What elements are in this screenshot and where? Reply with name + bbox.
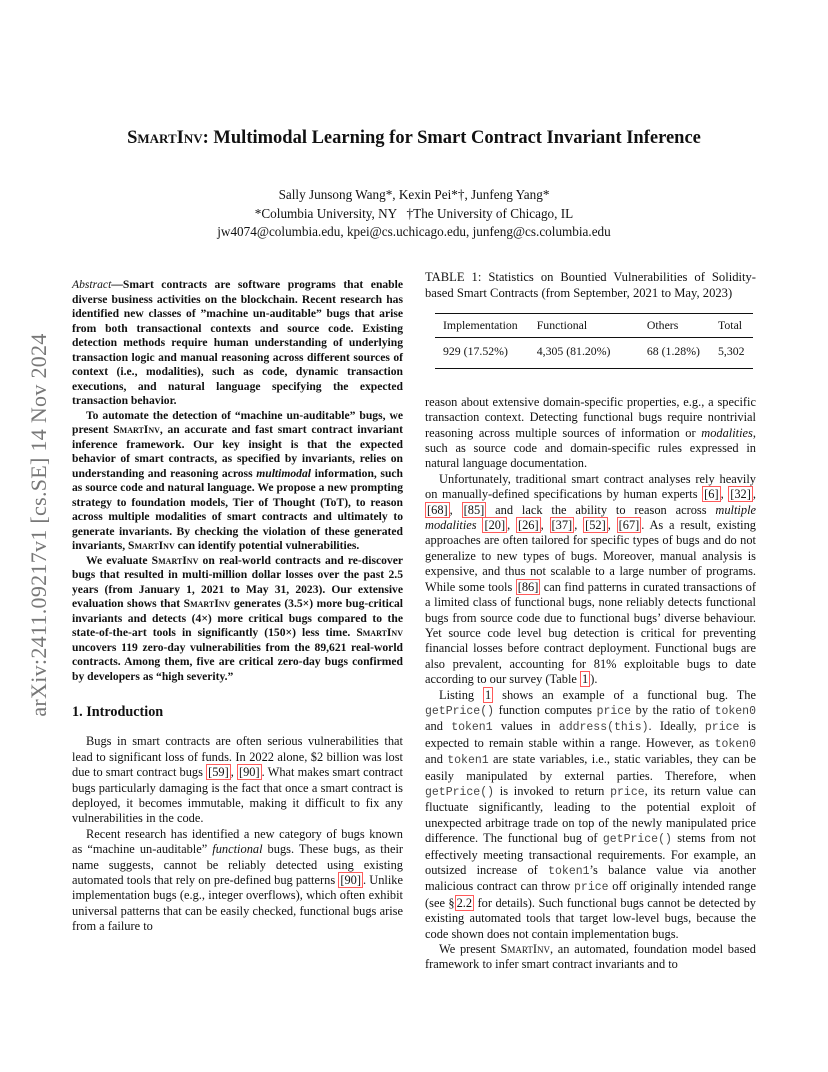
code-token1: token1 (451, 721, 493, 735)
body-text: . As a result, existing approaches are often tailored for specific types of bugs and do not generalize to new types of bugs. Moreover, manual analysis is expensive, and thus not scalable to a large number of programs. While some tools (425, 518, 756, 594)
code-price: price (596, 704, 632, 718)
intro-text: Recent research has identified a new category of bugs known as “machine un-auditable” (72, 826, 403, 857)
author-emails[interactable]: jw4074@columbia.edu, kpei@cs.uchicago.edu, junfeng@cs.columbia.edu (217, 224, 611, 239)
body-text: shows an example of a functional bug. The (493, 687, 756, 702)
body-text: and (425, 752, 448, 767)
citation-link[interactable]: [68] (427, 502, 448, 517)
table-header-cell: Others (625, 314, 714, 338)
citation-link[interactable]: [6] (704, 487, 719, 502)
right-column-body (425, 395, 756, 973)
table-cell: 4,305 (81.20%) (533, 338, 625, 368)
code-getprice: getPrice() (425, 785, 495, 799)
code-price: price (704, 721, 740, 735)
title-system-name: SmartInv (127, 128, 203, 148)
table-cell: 929 (17.52%) (435, 338, 533, 368)
citation-link[interactable]: [32] (730, 487, 751, 502)
abstract-text: can identify potential vulnerabilities. (174, 539, 360, 552)
section-heading-introduction: 1. Introduction (72, 704, 164, 720)
intro-paragraph-1: Bugs in smart contracts are often serious vulnerabilities that lead to significant loss of funds. In 2022 alone, $2 billion was lost due to smart contract bugs [59] , [90] . What makes smart contract bugs particularly damaging is the fact that once a smart contract is deployed, it becomes immutable, making it difficult to fix any vulnerabilities in the code. (72, 734, 403, 826)
citation-link[interactable]: [59] (208, 765, 229, 780)
table-header-cell: Implementation (435, 314, 533, 338)
citation-link[interactable]: [86] (517, 579, 539, 594)
code-getprice: getPrice() (425, 704, 495, 718)
listing-reference-link[interactable]: 1 (485, 687, 492, 702)
citation-link[interactable]: [37] (551, 518, 573, 533)
system-name: SmartInv (183, 597, 231, 610)
body-text: Unfortunately, traditional smart contract analyses rely heavily on manually-defined specifications by human experts (425, 471, 756, 502)
body-text: function computes (494, 702, 597, 717)
abstract-paragraph-2 (72, 409, 403, 554)
code-address-this: address(this) (558, 721, 649, 735)
abstract-text: on real-world contracts and re-discover bugs that resulted in multi-million dollar losses over the past 2.5 years (from January 1, 2021 to May 31, 2023). Our extensive evaluation shows that (72, 553, 403, 610)
body-text: and (425, 719, 452, 734)
abstract-emphasis: multimodal (256, 466, 311, 480)
abstract (72, 278, 403, 684)
abstract-text: uncovers 119 zero-day vulnerabilities from the 89,621 real-world contracts. Among them, five are critical zero-day bugs confirmed by developers as “high severity.” (72, 640, 403, 683)
abstract-text: —Smart contracts are software programs that enable diverse business activities on the blockchain. Recent research has identified new classes of ”machine un-auditable” bugs that arise from both transactional contexts and source code. Existing detection methods require human understanding of underlying transaction logic and manual reasoning across different sources of context (i.e., modalities), such as code, dynamic transaction executions, and natural language specifying the expected transaction behavior. (72, 278, 403, 407)
author-names: Sally Junsong Wang*, Kexin Pei*†, Junfeng Yang* (278, 187, 550, 202)
left-column (72, 278, 403, 935)
body-text: are state variables, i.e., static variables, they can be easily manipulated by external parties. Therefore, when (425, 752, 756, 783)
body-text: ’s balance value via another malicious contract can throw (425, 863, 756, 894)
body-text: Listing (439, 687, 484, 702)
body-text: , an automated, foundation model based framework to infer smart contract invariants and to (425, 942, 756, 972)
intro-text: . What makes smart contract bugs particularly damaging is the fact that once a smart contract is deployed, it becomes immutable, making it difficult to fix any vulnerabilities in the code. (72, 765, 403, 826)
abstract-text: To automate the detection of “machine un-auditable” bugs, we present (72, 408, 403, 436)
body-text: reason about extensive domain-specific properties, e.g., a specific transaction context. Detecting functional bugs require nontrivial reasoning across multiple sources of information or (425, 394, 756, 440)
introduction-body (72, 734, 403, 934)
abstract-text: generates (3.5×) more bug-critical invariants and detects (4×) more critical bugs compared to the state-of-the-art tools in significantly (150×) less time. (72, 597, 403, 639)
citation-link[interactable]: [52] (585, 518, 606, 533)
system-name: SmartInv (128, 539, 175, 552)
system-name: SmartInv (151, 553, 199, 567)
citation-link[interactable]: [90] (340, 873, 361, 888)
body-text: , such as source code and domain-specific rules expressed in natural language documentation. (425, 425, 756, 471)
code-token0: token0 (714, 704, 756, 718)
right-paragraph-2: Unfortunately, traditional smart contract analyses rely heavily on manually-defined specifications by human experts [6] , [32] , [68] , [85] and lack the ability to reason across multiple modalities [20] , [26] , [37] , [52] , [67] . As a result, existing approaches are often tailored for specific types of bugs and do not generalize to new types of bugs. Moreover, manual analysis is expensive, and thus not scalable to a large number of programs. While some tools [86] can find patterns in curated transactions of a limited class of functional bugs, none reliably detects functional bugs from source code due to functional bugs’ diverse behaviour. Yet source code level bug detection is critical for preventing financial losses before contract deployment. Functional bugs are also prevalent, accounting for 81% exploitable bugs to date according to our survey (Table 1 ). (425, 471, 757, 687)
citation-link[interactable]: [67] (618, 518, 640, 533)
right-paragraph-3 (425, 688, 756, 943)
intro-emphasis: functional (212, 842, 263, 857)
table-cell: 68 (1.28%) (625, 338, 714, 368)
abstract-label: Abstract (72, 278, 112, 291)
body-text: off originally intended range (see § (425, 879, 756, 910)
system-name: SmartInv (113, 423, 160, 436)
body-text: is expected to remain stable within a range. However, as (425, 719, 756, 750)
table-cell: 5,302 (714, 338, 753, 368)
intro-text: Bugs in smart contracts are often serious vulnerabilities that lead to significant loss of funds. In 2022 alone, $2 billion was lost due to smart contract bugs (72, 734, 403, 780)
intro-text: bugs. These bugs, as their name suggests, cannot be reliably detected using existing automated tools that rely on pre-defined bug patterns (72, 842, 404, 888)
intro-paragraph-2 (72, 827, 403, 935)
author-block (0, 186, 828, 242)
code-getprice: getPrice() (602, 833, 672, 847)
body-text: ). (590, 672, 598, 687)
author-affiliations: *Columbia University, NY †The University of Chicago, IL (254, 205, 574, 221)
abstract-text: We evaluate (86, 553, 152, 567)
arxiv-sidebar (24, 290, 54, 760)
table-row (435, 338, 753, 368)
body-emphasis: modalities (701, 425, 753, 440)
abstract-text: information, such as source code and natural language. We propose a new prompting strategy to foundation models, Tier of Thought (ToT), to reason across multiple modalities of smart contracts and ultimately to generate invariants. By checking the violation of these generated invariants, (72, 466, 403, 552)
body-text: stems from not effectively meeting transactional requirements. For example, an outsized increase of (425, 831, 756, 877)
body-text: is invoked to return (494, 783, 611, 798)
paper-title (0, 128, 828, 149)
table-header-cell: Total (714, 314, 753, 338)
citation-link[interactable]: [90] (238, 765, 260, 780)
citation-link[interactable]: [85] (463, 502, 485, 517)
abstract-paragraph-3 (72, 554, 403, 685)
body-text: values in (492, 719, 559, 734)
citation-link[interactable]: [20] (484, 518, 506, 533)
code-price: price (610, 785, 645, 799)
right-paragraph-1 (425, 395, 756, 472)
arxiv-identifier[interactable]: arXiv:2411.09217v1 [cs.SE] 14 Nov 2024 (26, 333, 51, 717)
citation-link[interactable]: [26] (517, 518, 539, 533)
system-name: SmartInv (356, 626, 403, 639)
right-paragraph-4 (425, 942, 756, 973)
system-name: SmartInv (500, 942, 550, 957)
body-text: and lack the ability to reason across (486, 502, 716, 517)
vulnerability-statistics-table (435, 313, 753, 369)
body-text: for details). Such functional bugs cannot be detected by existing automated tools that target low-level bugs, because the code shown does not contain implementation bugs. (425, 895, 756, 941)
abstract-paragraph-1 (72, 278, 403, 409)
code-token1: token1 (447, 754, 489, 768)
code-token1: token1 (548, 865, 590, 878)
section-reference-link[interactable]: 2.2 (456, 895, 473, 910)
body-text: , its return value can fluctuate significantly, leading to the potential exploit of unexpected arbitrage trade on top of the newly manipulated price difference. The functional bug of (425, 783, 756, 846)
right-column (425, 270, 756, 973)
table-header-row (435, 314, 753, 338)
body-emphasis: multiple modalities (425, 502, 757, 533)
code-token0: token0 (714, 737, 756, 751)
table-caption: TABLE 1: Statistics on Bountied Vulnerabilities of Solidity-based Smart Contracts (from September, 2021 to May, 2023) (425, 270, 756, 300)
intro-text: . Unlike implementation bugs (e.g., integer overflows), which often exhibit universal patterns that can be easily checked, functional bugs arise from a failure to (72, 873, 403, 934)
table-reference-link[interactable]: 1 (582, 672, 589, 687)
body-text: . Ideally, (648, 719, 705, 734)
abstract-text: , an accurate and fast smart contract invariant inference framework. Our key insight is that the expected behavior of smart contracts, as specified by invariants, relies on understanding and reasoning across (72, 423, 403, 480)
title-text: : Multimodal Learning for Smart Contract Invariant Inference (202, 128, 701, 148)
body-text: can find patterns in curated transactions of a limited class of functional bugs, none reliably detects functional bugs from source code due to functional bugs’ diverse behaviour. Yet source code level bug detection is critical for preventing financial losses before contract deployment. Functional bugs are also prevalent, accounting for 81% exploitable bugs to date according to our survey (Table (425, 579, 756, 687)
body-text: by the ratio of (631, 702, 715, 717)
body-text: We present (439, 942, 501, 957)
code-price: price (574, 881, 609, 895)
table-header-cell: Functional (533, 314, 625, 338)
